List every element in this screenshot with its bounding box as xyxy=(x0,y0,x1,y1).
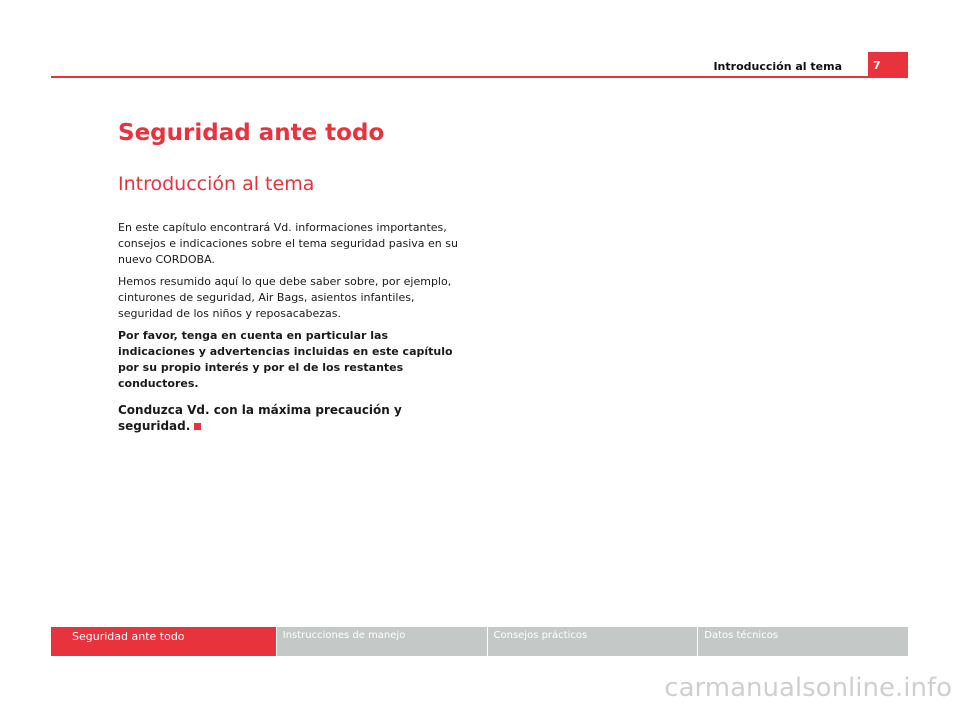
chapter-title: Seguridad ante todo xyxy=(118,120,385,146)
end-square-icon xyxy=(194,423,201,430)
paragraph-warning: Por favor, tenga en cuenta en particular las indicaciones y advertencias incluidas en este capítulo por su propio interés y por el de los restantes conductores. xyxy=(118,329,453,390)
closing-text: Conduzca Vd. con la máxima precaución y seguridad. xyxy=(118,403,402,433)
paragraph-summary: Hemos resumido aquí lo que debe saber sobre, por ejemplo, cinturones de seguridad, Air Bags, asientos infantiles, seguridad de los niños y reposacabezas. xyxy=(118,275,452,320)
watermark: carmanualsonline.info xyxy=(664,673,952,703)
page-number: 7 xyxy=(868,52,908,77)
body-text xyxy=(118,220,468,440)
running-header-title: Introducción al tema xyxy=(713,60,842,73)
footer-tab-seguridad[interactable]: Seguridad ante todo xyxy=(51,627,276,656)
section-title: Introducción al tema xyxy=(118,173,315,195)
footer-chapter-nav xyxy=(51,627,908,656)
paragraph-intro: En este capítulo encontrará Vd. informaciones importantes, consejos e indicaciones sobre el tema seguridad pasiva en su nuevo CORDOBA. xyxy=(118,221,458,266)
header-rule xyxy=(51,76,908,78)
footer-tab-datos[interactable]: Datos técnicos xyxy=(697,627,908,656)
footer-tab-instrucciones[interactable]: Instrucciones de manejo xyxy=(276,627,487,656)
paragraph-closing xyxy=(118,402,468,434)
footer-tab-consejos[interactable]: Consejos prácticos xyxy=(487,627,698,656)
